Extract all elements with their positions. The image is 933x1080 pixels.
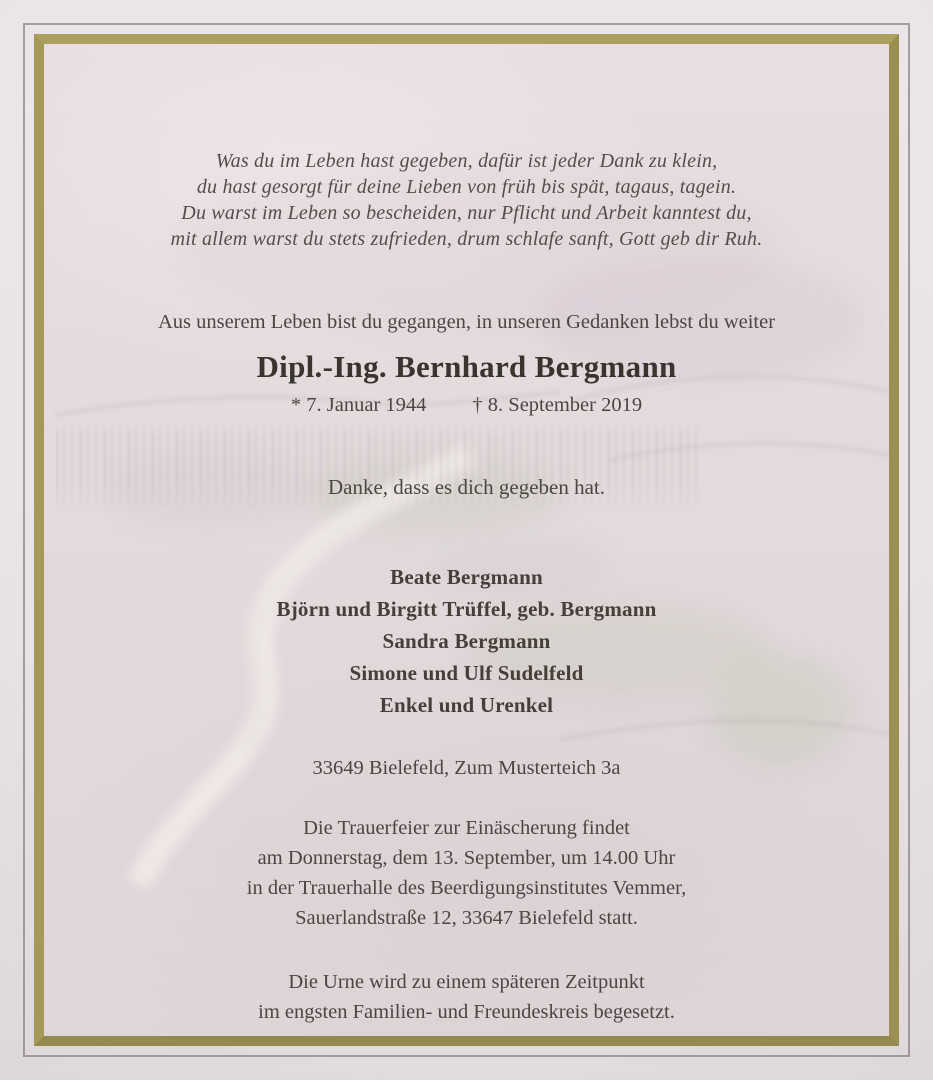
urn-line: Die Urne wird zu einem späteren Zeitpunkt [288, 971, 645, 993]
death-date: † 8. September 2019 [472, 394, 643, 416]
urn-line: im engsten Familien- und Freundeskreis begesetzt. [258, 1001, 675, 1023]
mourner-name: Björn und Birgitt Trüffel, geb. Bergmann [276, 597, 657, 621]
deceased-name: Dipl.-Ing. Bernhard Bergmann [256, 349, 677, 384]
thanks-line: Danke, dass es dich gegeben hat. [328, 475, 605, 499]
mourner-name: Sandra Bergmann [382, 629, 551, 653]
card-content [44, 44, 889, 1036]
mourner-name: Beate Bergmann [390, 565, 543, 589]
address-line: 33649 Bielefeld, Zum Musterteich 3a [312, 757, 621, 779]
farewell-line: Aus unserem Leben bist du gegangen, in unseren Gedanken lebst du weiter [157, 311, 776, 333]
funeral-line: Die Trauerfeier zur Einäscherung findet [303, 817, 630, 839]
birth-date: * 7. Januar 1944 [290, 394, 427, 416]
funeral-line: Sauerlandstraße 12, 33647 Bielefeld statt. [295, 907, 638, 929]
poem-line: Du warst im Leben so bescheiden, nur Pflicht und Arbeit kanntest du, [181, 202, 752, 224]
poem-line: Was du im Leben hast gegeben, dafür ist jeder Dank zu klein, [215, 150, 718, 172]
hill-contour [560, 721, 889, 740]
mourner-name: Simone und Ulf Sudelfeld [349, 661, 584, 685]
poem-line: mit allem warst du stets zufrieden, drum schlafe sanft, Gott geb dir Ruh. [170, 228, 763, 250]
mourner-name: Enkel und Urenkel [379, 693, 554, 717]
mourners-list [44, 561, 889, 721]
funeral-line: am Donnerstag, dem 13. September, um 14.00 Uhr [257, 847, 676, 869]
memorial-poem [44, 148, 889, 252]
funeral-announcement [44, 813, 889, 933]
life-dates [44, 392, 889, 418]
urn-announcement [44, 967, 889, 1027]
funeral-line: in der Trauerhalle des Beerdigungsinstitutes Vemmer, [246, 877, 687, 899]
poem-line: du hast gesorgt für deine Lieben von früh bis spät, tagaus, tagein. [196, 176, 737, 198]
